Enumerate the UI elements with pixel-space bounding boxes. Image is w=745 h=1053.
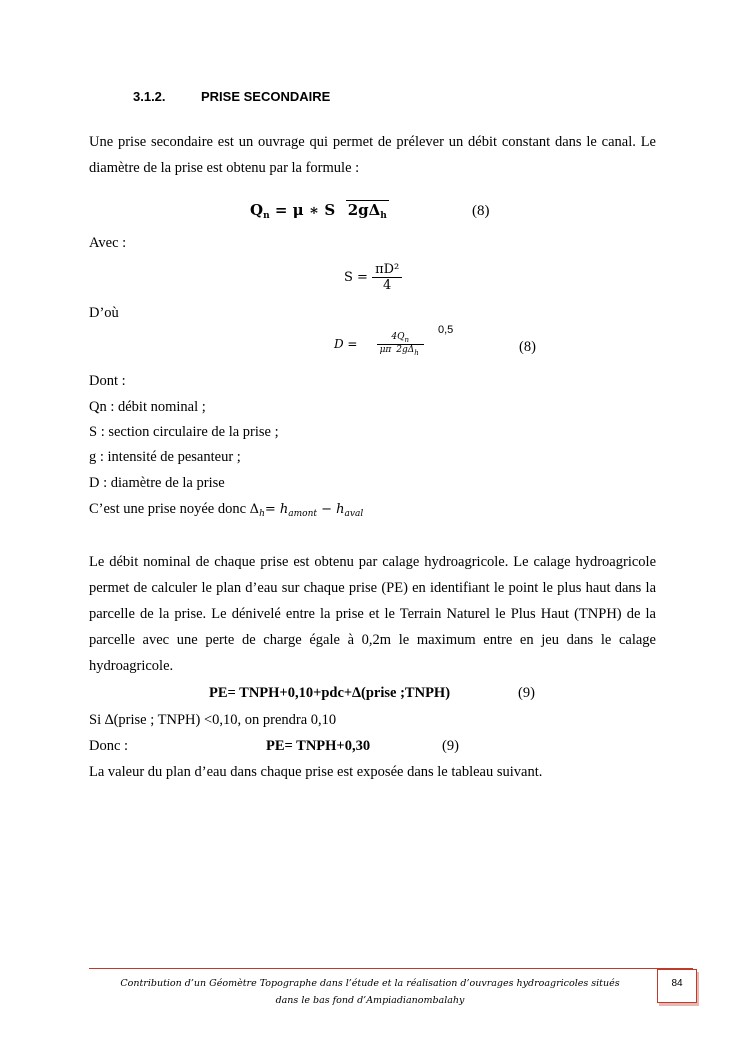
def-dont: Dont : [89,373,126,389]
eq1-radical [346,200,389,219]
equation-number-9: (9) [518,685,535,701]
equation-number: (8) [472,203,490,219]
section-title: PRISE SECONDAIRE [201,89,331,104]
eq1-rad-sub: h [380,211,387,221]
noyee-delta-sub: h [259,509,265,519]
eq-d-bot [377,345,424,357]
noyee-aval: aval [344,509,364,519]
calage-paragraph: Le débit nominal de chaque prise est obtenu par calage hydroagricole. Le calage hydroagricole permet de calculer le plan d’eau sur chaque prise (PE) en identifiant le point le plus haut dans la parcelle de la prise. Le dénivelé entre la prise et le Terrain Naturel le Plus Haut (TNPH) de la parcelle avec une perte de charge égale à 0,2m le maximum entre en jeu dans le calage hydroagricole. [89,554,656,674]
eq-d-radical [394,344,421,355]
avec-label: Avec : [89,235,127,251]
section-heading [133,89,330,104]
page-number: 84 [657,969,697,1003]
def-qn: Qn : débit nominal ; [89,399,206,415]
def-s: S : section circulaire de la prise ; [89,424,279,440]
eq-d-exponent: 0,5 [438,324,454,336]
footer-text: Contribution d’un Géomètre Topographe dans l’étude et la réalisation d’ouvrages hydroagricoles situés dans le bas fond d’Ampiadianombalahy [120,978,620,1006]
eq-d-bot-b: 2gΔ [396,345,415,355]
def-g: g : intensité de pesanteur ; [89,449,241,465]
equation-diameter [334,332,424,357]
eq1-lhs: Q [250,201,264,219]
def-d: D : diamètre de la prise [89,475,225,491]
noyee-text: C’est une prise noyée donc [89,501,250,517]
conclusion-line: La valeur du plan d’eau dans chaque prise est exposée dans le tableau suivant. [89,764,543,780]
noyee-delta: Δ [249,502,260,517]
noyee-eq: = h [264,502,289,517]
noyee-equation [250,502,364,517]
equation-section [344,262,402,293]
eq1-rad: 2gΔ [347,201,381,219]
donc-label: Donc : [89,738,129,754]
noyee-amont: amont [288,509,317,519]
eq1-lhs-sub: n [263,211,270,221]
equation-flow [250,201,389,221]
eq-d-bot-a: μπ [379,345,392,355]
footer-rule [89,968,693,969]
noyee-minus: − h [317,502,345,517]
equation-pe: PE= TNPH+0,10+pdc+∆(prise ;TNPH) [209,685,451,701]
equation-pe-final: PE= TNPH+0,30 [266,738,371,754]
equation-number-d: (8) [519,339,536,355]
si-line: Si ∆(prise ; TNPH) <0,10, on prendra 0,10 [89,712,337,728]
equation-number-9b: (9) [442,738,459,754]
eq-d-lhs: D = [334,337,358,351]
eq1-mid: = μ ∗ S [269,201,346,219]
section-number: 3.1.2. [133,89,166,104]
eq-d-top-main: 4Q [391,332,405,342]
dou-label: D’où [89,305,119,321]
eq-s-fraction [372,262,402,293]
eq-s-lhs: S = [344,270,368,285]
eq-d-fraction [377,332,424,357]
noyee-line [89,501,363,519]
eq-s-top: πD² [372,262,402,278]
intro-paragraph: Une prise secondaire est un ouvrage qui permet de prélever un débit constant dans le canal. Le diamètre de la prise est obtenu par la formule : [89,134,656,176]
eq-d-bot-sub: h [414,349,419,357]
eq-s-bot: 4 [383,278,392,293]
eq-d-top-sub: n [404,336,409,344]
